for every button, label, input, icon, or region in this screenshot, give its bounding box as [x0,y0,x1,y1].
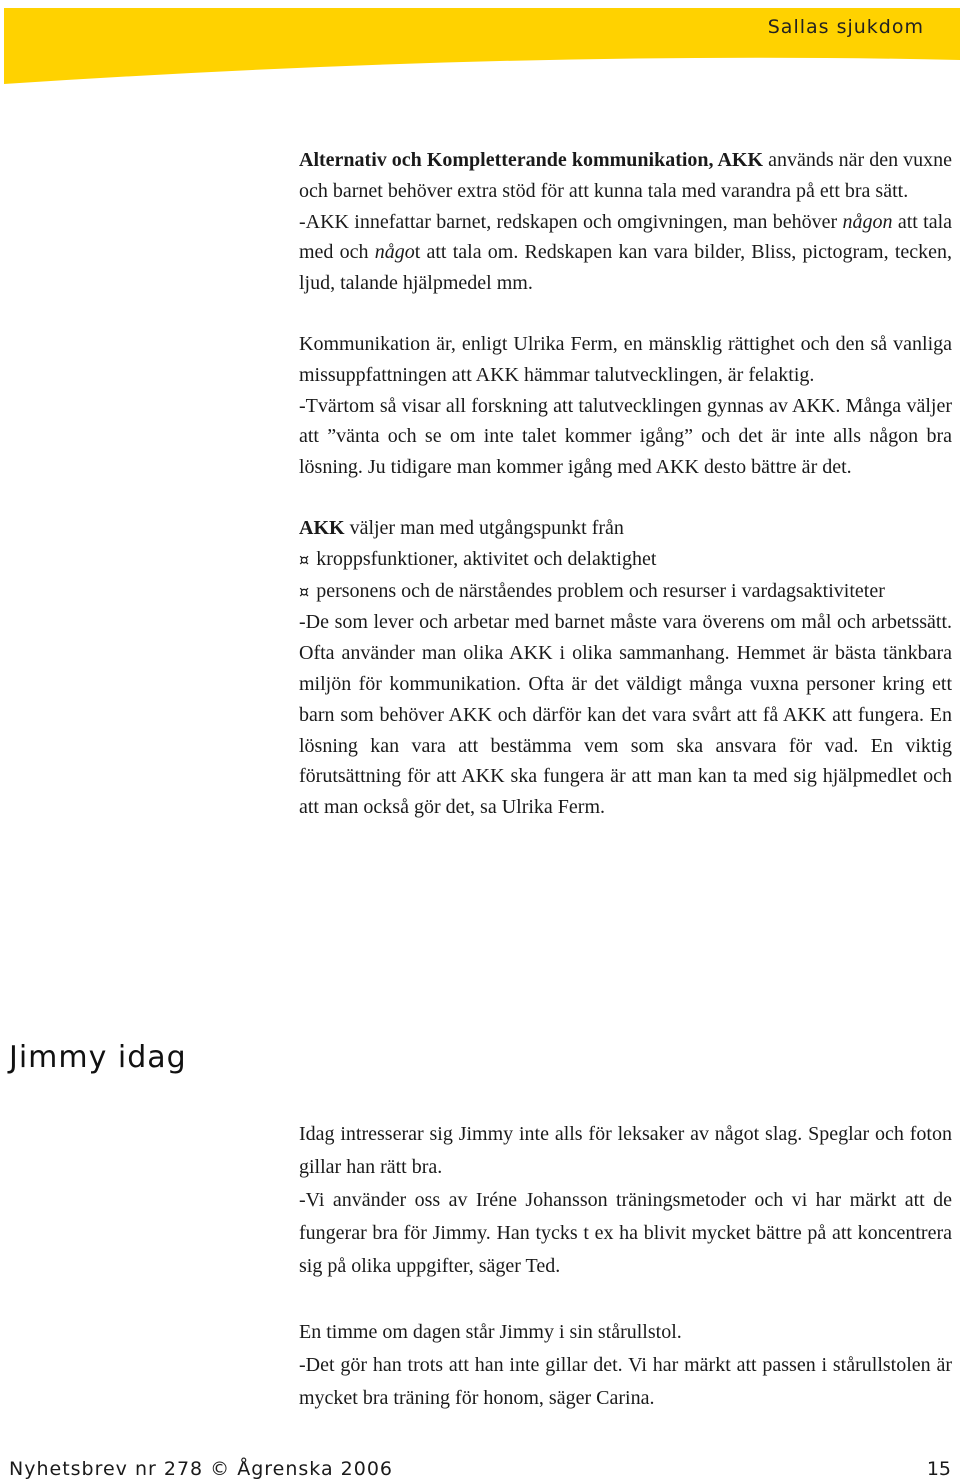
rights-paragraph: Kommunikation är, enligt Ulrika Ferm, en mänsklig rättighet och den så vanliga missuppfattningen att AKK hämmar talutvecklingen, är felaktig. [299,332,952,386]
akk-scope-text-c: t att tala om. Redskapen kan vara bilder, Bliss, pictogram, tecken, ljud, talande hjälpmedel mm. [299,241,952,295]
header-band [0,0,960,90]
akk-definition-paragraph [299,145,952,207]
akk-intro-block [299,145,952,823]
akk-scope-text-b: att tala med och [299,210,952,264]
akk-definition-term: Alternativ och Kompletterande kommunikation, AKK [299,149,764,171]
training-paragraph: -Vi använder oss av Iréne Johansson träningsmetoder och vi har märkt att de fungerar bra för Jimmy. Han tycks t ex ha blivit mycket bättre på att koncentrera sig på olika uppgifter, säger Ted. [299,1189,952,1277]
standing-chair-paragraph: En timme om dagen står Jimmy i sin stårullstol. [299,1321,682,1343]
akk-choice-text: väljer man med utgångspunkt från [344,516,624,539]
akk-scope-paragraph [299,207,952,299]
interests-paragraph: Idag intresserar sig Jimmy inte alls för leksaker av något slag. Speglar och foton gillar han rätt bra. [299,1123,952,1178]
page-number: 15 [926,1458,951,1480]
bullet-item-1 [299,544,952,576]
akk-scope-italic-2: någo [374,241,415,264]
akk-choice-term: AKK [299,516,345,539]
bullet-item-2 [299,576,952,608]
standing-chair-quote: -Det gör han trots att han inte gillar det. Vi har märkt att passen i stårullstolen är mycket bra träning för honom, säger Carina. [299,1354,952,1409]
bullet-icon: ¤ [299,581,310,601]
bullet-icon: ¤ [299,549,310,569]
bullet-item-2-text: personens och de närståendes problem och resurser i vardagsaktiviteter [316,579,885,602]
akk-definition-text: används när den vuxne och barnet behöver extra stöd för att kunna tala med varandra på ett bra sätt. [299,149,952,202]
research-paragraph: -Tvärtom så visar all forskning att talutvecklingen gynnas av AKK. Många väljer att ”vänta och se om inte talet kommer igång” och det är inte alls någon bra lösning. Ju tidigare man kommer igång med AKK desto bättre är det. [299,394,952,479]
akk-scope-italic-1: någon [842,210,893,233]
section-heading: Jimmy idag [9,1040,187,1075]
footer-newsletter: Nyhetsbrev nr 278 © Ågrenska 2006 [9,1458,393,1480]
bullet-item-1-text: kroppsfunktioner, aktivitet och delaktighet [316,547,657,570]
akk-scope-text-a: -AKK innefattar barnet, redskapen och omgivningen, man behöver [299,210,843,233]
cooperation-paragraph: -De som lever och arbetar med barnet måste vara överens om mål och arbetssätt. Ofta använder man olika AKK i olika sammanhang. Hemmet är bästa tänkbara miljön för kommunikation. Ofta är det väldigt många vuxna personer kring ett barn som behöver AKK och därför kan det vara svårt att få AKK att fungera. En lösning kan vara att bestämma vem som ska ansvara för vad. En viktig förutsättning för att AKK ska fungera är att man kan ta med sig hjälpmedlet och att man också gör det, sa Ulrika Ferm. [299,611,952,819]
jimmy-today-block [299,1118,952,1415]
header-yellow-shape [0,0,960,90]
section-label: Sallas sjukdom [767,16,924,38]
akk-choice-intro [299,513,952,544]
